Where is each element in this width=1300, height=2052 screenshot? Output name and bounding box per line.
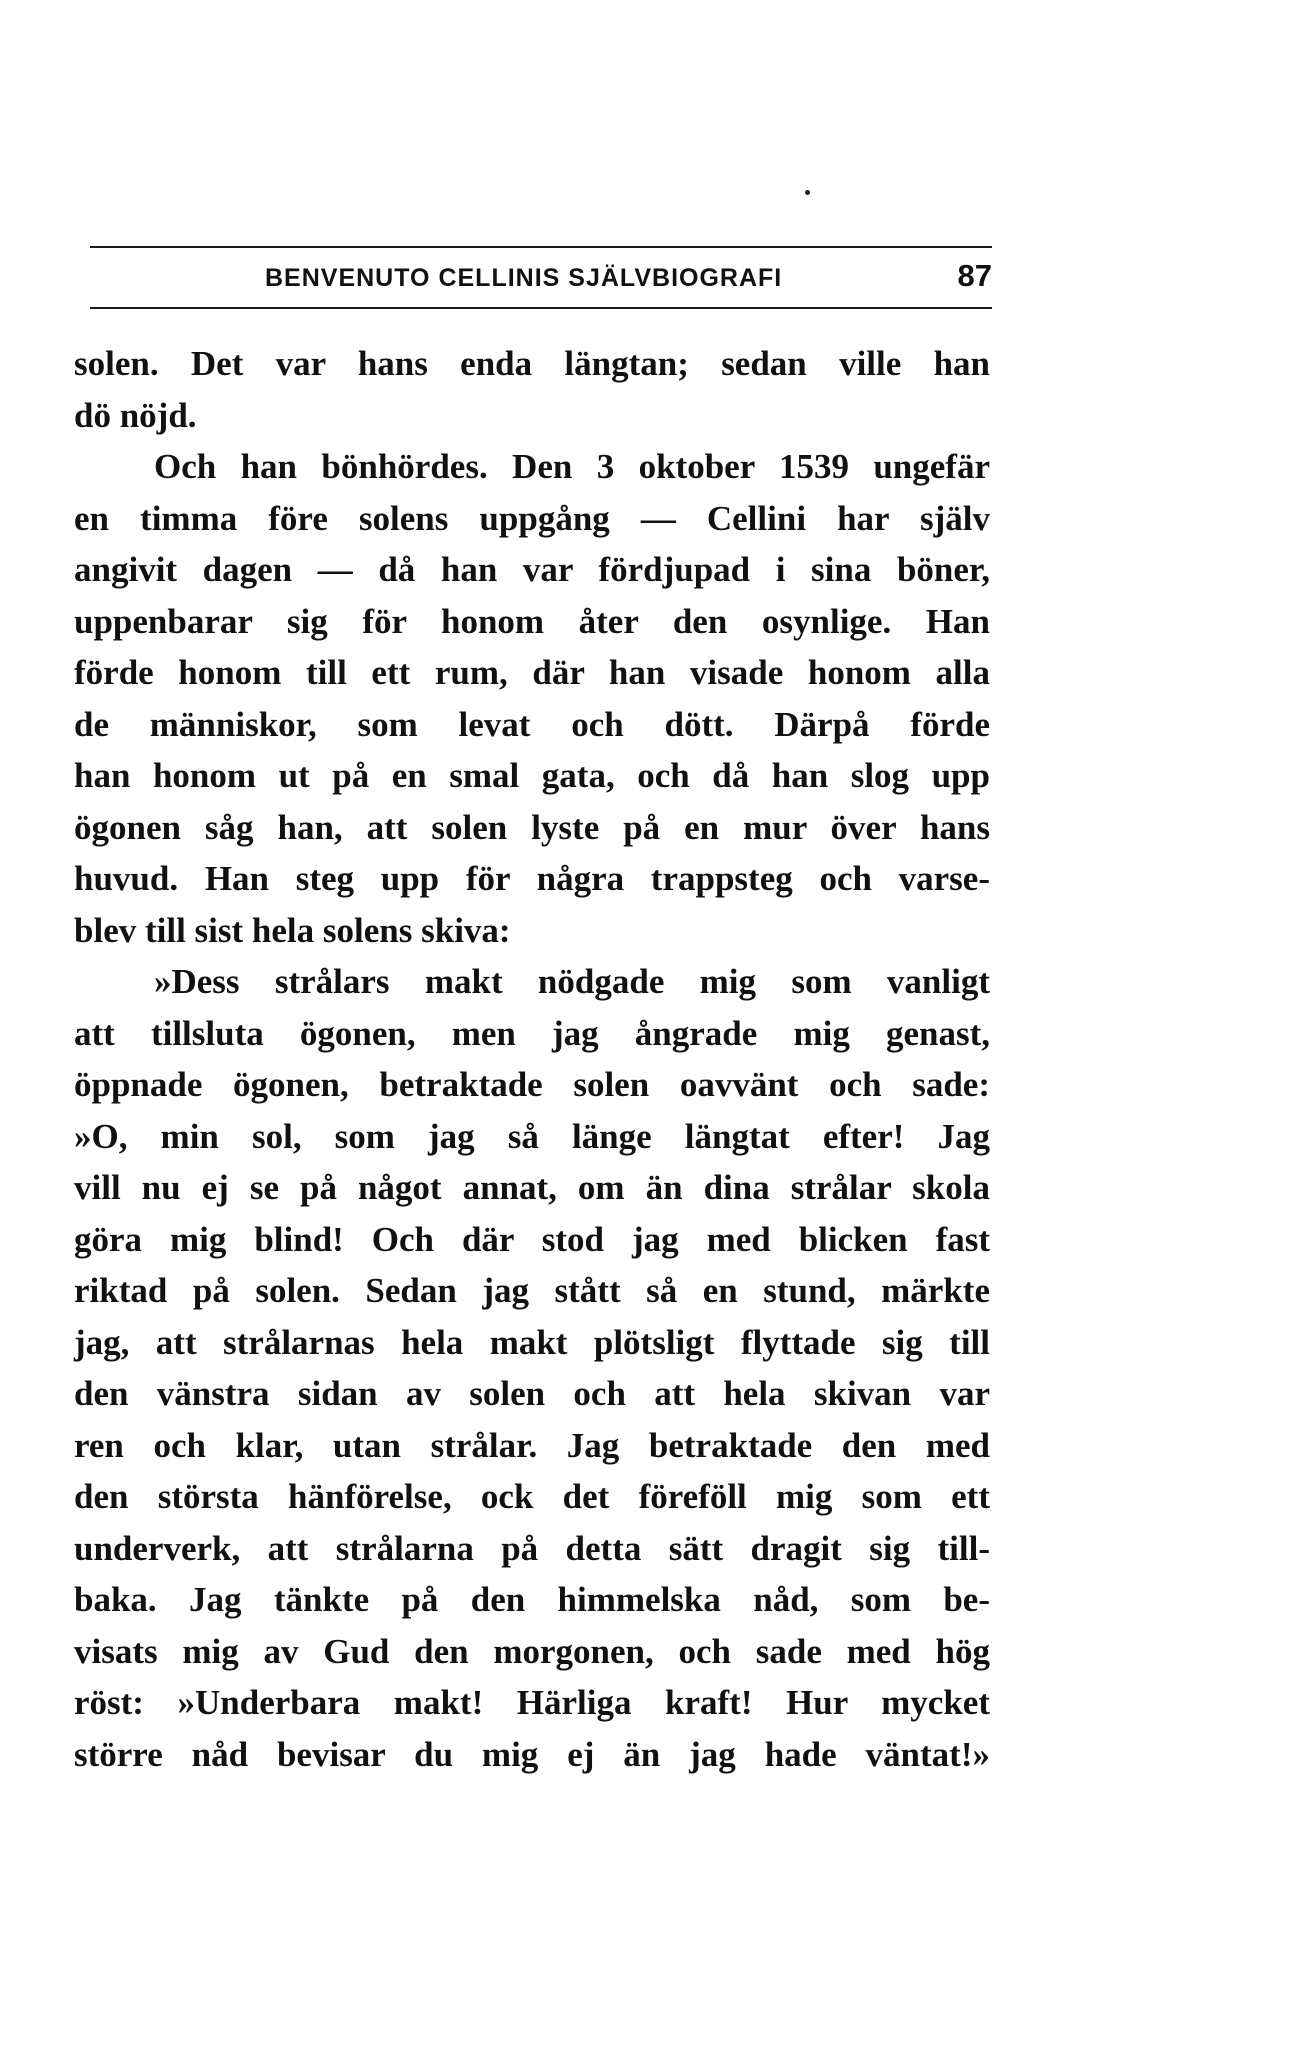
text-line: ögonen såg han, att solen lyste på en mur över hans [74,807,990,847]
text-line: röst: »Underbara makt! Härliga kraft! Hur mycket [74,1683,990,1722]
text-line: »O, min sol, som jag så länge längtat efter! Jag [74,1116,990,1156]
text-line: den vänstra sidan av solen och att hela skivan var [74,1374,990,1413]
text-line: ren och klar, utan strålar. Jag betraktade den med [74,1425,990,1465]
text-line: uppenbarar sig för honom åter den osynlige. Han [74,601,990,641]
text-line: riktad på solen. Sedan jag stått så en stund, märkte [74,1271,990,1310]
text-line: blev till sist hela solens skiva: [74,910,511,950]
text-line: vill nu ej se på något annat, om än dina strålar skola [74,1168,990,1207]
text-line: större nåd bevisar du mig ej än jag hade väntat!» [74,1734,990,1774]
header-rule-bottom [90,307,992,309]
running-title: BENVENUTO CELLINIS SJÄLVBIOGRAFI [265,264,783,292]
print-speck [805,190,810,195]
text-line: solen. Det var hans enda längtan; sedan ville han [74,344,990,383]
text-line: den största hänförelse, ock det föreföll mig som ett [74,1477,990,1516]
text-line: huvud. Han steg upp för några trappsteg och varse- [74,859,990,898]
text-line: en timma före solens uppgång — Cellini har själv [74,498,990,538]
text-line: Och han bönhördes. Den 3 oktober 1539 ungefär [154,447,990,486]
text-line: han honom ut på en smal gata, och då han slog upp [74,756,990,795]
header-rule-top [90,246,992,248]
text-line: förde honom till ett rum, där han visade honom alla [74,653,990,692]
text-line: baka. Jag tänkte på den himmelska nåd, som be- [74,1580,990,1619]
text-line: angivit dagen — då han var fördjupad i sina böner, [74,550,990,589]
text-line: att tillsluta ögonen, men jag ångrade mig genast, [74,1013,990,1053]
text-line: de människor, som levat och dött. Därpå förde [74,704,990,744]
text-line: visats mig av Gud den morgonen, och sade med hög [74,1631,990,1671]
text-line: dö nöjd. [74,395,197,435]
text-line: öppnade ögonen, betraktade solen oavvänt och sade: [74,1065,990,1104]
text-line: göra mig blind! Och där stod jag med blicken fast [74,1219,990,1259]
running-head [90,258,992,298]
page-number: 87 [957,258,992,293]
text-line: »Dess strålars makt nödgade mig som vanligt [154,962,990,1001]
text-line: underverk, att strålarna på detta sätt dragit sig till- [74,1528,990,1568]
body-text [74,338,990,1780]
text-line: jag, att strålarnas hela makt plötsligt flyttade sig till [74,1322,990,1362]
